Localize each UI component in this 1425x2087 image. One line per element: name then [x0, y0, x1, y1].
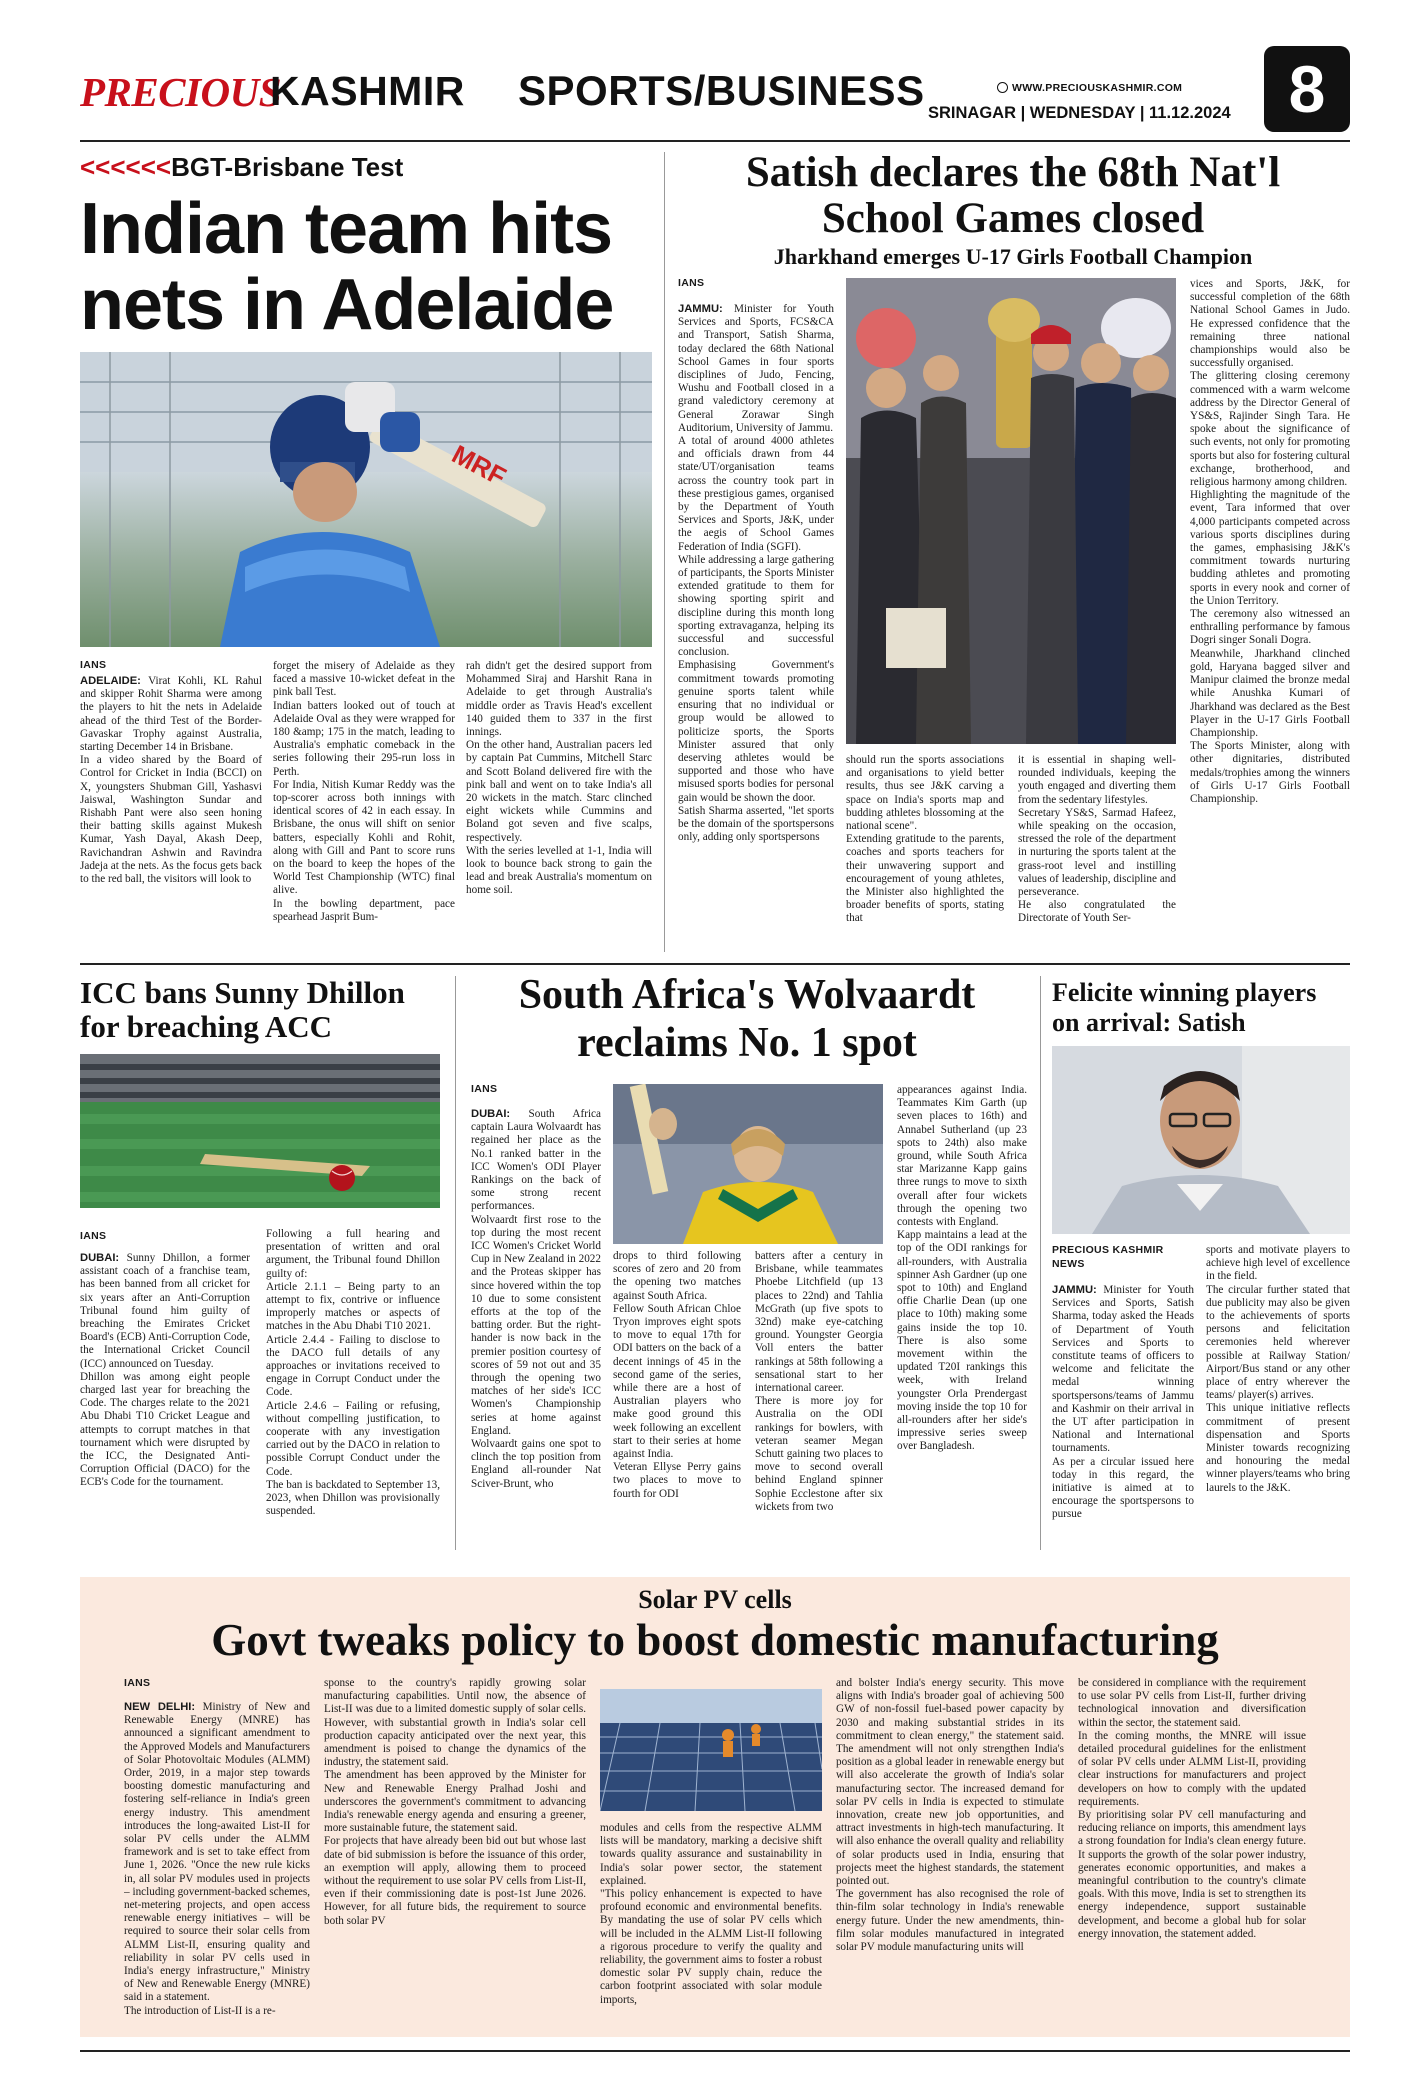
story1-story2-divider: [664, 152, 665, 952]
story6-dateline: NEW DELHI:: [124, 1701, 196, 1713]
story5-headline-line2: on arrival: Satish: [1052, 1008, 1246, 1037]
story6-column-3: modules and cells from the respective ALMM lists will be mandatory, marking a decisive shift towards quality assurance and sustainability in India's solar power sector, the statement explained. "This policy enhancement is expected to have profound economic and environmental benefits. By mandating the use of solar PV cells which will be included in the ALMM List-II following a rigorous procedure to verify the quality and reliability, the government aims to foster a robust domestic solar PV supply chain, reduce the carbon footprint associated with solar module imports,: [600, 1822, 822, 2006]
story1-column-1: [80, 675, 262, 943]
story2-column-3: it is essential in shaping well-rounded individuals, keeping the youth engaged and diverting them from the sedentary lifestyles. Secretary YS&S, Sarmad Hafeez, while speaking on the occasion, stressed the role of the department in nurturing the sports talent at the grass-root level and instilling values of leadership, discipline and perseverance. He also congratulated the Directorate of Youth Ser-: [1018, 754, 1176, 925]
story3-story4-divider: [455, 976, 456, 1550]
story2-column-4: vices and Sports, J&K, for successful completion of the 68th National School Games in Judo. He expressed confidence that the remaining three national championships would also be successfully organised. The glittering closing ceremony commenced with a warm welcome address by the Director General of YS&S, Rajinder Singh Tara. He spoke about the significance of such events, not only for promoting sports but also for fostering cultural exchange, brotherhood, and religious harmony among children. Highlighting the magnitude of the event, Tara informed that over 4,000 participants competed across various sports disciplines during the games, emphasising J&K's commitment towards nurturing budding athletes and promoting sports in every nook and corner of the Union Territory. The ceremony also witnessed an enthralling performance by famous Dogri singer Sonali Dogra. Meanwhile, Jharkhand clinched gold, Haryana bagged silver and Manipur claimed the bronze medal while Anushka Kumari of Jharkhand was declared as the Best Player in the U-17 Girls Football Championship. The Sports Minister, along with other dignitaries, distributed medals/trophies among the winners of Girls U-17 Girls Football Championship.: [1190, 278, 1350, 805]
story2-column-2: should run the sports associations and organisations to yield better results, thus see J&K carving a space on India's sports map and budding athletes blossoming at the national scene". Extending gratitude to the parents, coaches and sports teachers for their unwavering support and encouragement of young athletes, the Minister also highlighted the broader benefits of sports, stating that: [846, 754, 1004, 925]
story1-kicker: [80, 152, 403, 183]
story4-col1-text: South Africa captain Laura Wolvaardt has regained her place as the No.1 ranked batter in the ICC Women's ODI Player Rankings on the back of some strong recent performances. Wolvaardt first rose to the top during the most recent ICC Women's Cricket World Cup in New Zealand in 2022 and the Proteas skipper has since hovered within the top 10 due to some consistent efforts at the top of the batting order. But the right-hander is now back in the premier position courtesy of scores of 59 not out and 35 through the opening two matches of her side's ICC Women's Championship series at home against England. Wolvaardt gains one spot to clinch the top position from England all-rounder Nat Sciver-Brunt, who: [471, 1108, 601, 1490]
story1-kicker-arrows: <<<<<<: [80, 152, 172, 182]
kohli-batting-illustration: [80, 352, 652, 647]
story4-source: IANS: [471, 1083, 498, 1095]
story4-column-4: appearances against India. Teammates Kim Garth (up seven places to 16th) and Annabel Sutherland (up 23 spots to 24th) also make ground, while South Africa star Marizanne Kapp gains three rungs to move to sixth overall after four wickets through the opening two contests with England. Kapp maintains a lead at the top of the ODI rankings for all-rounders, with Australia spinner Ash Gardner (up one spot to 10th) and England offie Charlie Dean (up one place to 10th) making some gains inside the top 10. There is also some movement within the updated T20I rankings this week, with Ireland youngster Orla Prendergast moving inside the top 10 for all-rounders after her side's impressive series sweep over Bangladesh.: [897, 1084, 1027, 1453]
solar-panels-illustration: [600, 1689, 822, 1811]
portrait-illustration: [1052, 1046, 1350, 1234]
story3-source: IANS: [80, 1230, 107, 1242]
story1-dateline: ADELAIDE:: [80, 675, 141, 687]
footer-rule: [80, 2050, 1350, 2052]
story2-source: IANS: [678, 277, 705, 289]
svg-text:MRF: MRF: [447, 438, 512, 492]
satish-sharma-portrait: [1052, 1046, 1350, 1234]
story1-column-3: rah didn't get the desired support from Mohammed Siraj and Harshit Rana in Adelaide to get through Australia's middle order as Travis Head's excellent 140 guided them to 337 in the first innings. On the other hand, Australian pacers led by captain Pat Cummins, Mitchell Starc and Scott Boland delivered fire with the pink ball and went on to take India's all 20 wickets in the match. Starc clinched eight wickets while Cummins and Boland got seven and five scalps, respectively. With the series levelled at 1-1, India will look to bounce back strong to gain the lead and break Australia's momentum on home soil.: [466, 660, 652, 897]
trophy-presentation-photo: [846, 278, 1176, 744]
story1-col1-text: Virat Kohli, KL Rahul and skipper Rohit Sharma were among the players to hit the nets in Adelaide ahead of the third Test of the Border-Gavaskar Trophy against Australia, starting December 14 in Brisbane. In a video shared by the Board of Control for Cricket in India (BCCI) on X, youngsters Shubman Gill, Yashasvi Jaiswal, Washington Sundar and Rishabh Pant were also seen honing their batting skills against Mukesh Kumar, Yash Dayal, Akash Deep, Ravichandran Ashwin and Ravindra Jadeja at the nets. As the focus gets back to the red ball, the visitors will look to: [80, 675, 262, 886]
story4-dateline: DUBAI:: [471, 1108, 511, 1120]
story2-column-1: [678, 303, 834, 951]
story5-headline-line1: Felicite winning players: [1052, 978, 1317, 1007]
brand-name-part1: PRECIOUS: [80, 69, 282, 115]
top-section-divider: [80, 963, 1350, 965]
story4-column-3: batters after a century in Brisbane, while teammates Phoebe Litchfield (up 13 places to 22nd) and Tahlia McGrath (up five spots to 32nd) make eye-catching ground. Youngster Georgia Voll enters the batter rankings at 58th following a sensational start to her international career. There is more joy for Australia on the ODI rankings for bowlers, with veteran seamer Megan Schutt gaining two places to move to second overall behind England spinner Sophie Ecclestone after six wickets from two: [755, 1250, 883, 1513]
story2-headline-line1: Satish declares the 68th Nat'l: [745, 149, 1281, 196]
story2-subhead: Jharkhand emerges U-17 Girls Football Champion: [773, 244, 1253, 269]
story6-col1-text: Ministry of New and Renewable Energy (MNRE) has announced a significant amendment to the Approved Models and Manufacturers of Solar Photovoltaic Modules (ALMM) Order, 2019, in a major step towards boosting domestic manufacturing and fostering self-reliance in India's green energy industry. This amendment introduces the long-awaited List-II for solar PV cells under the ALMM framework and is set to take effect from June 1, 2026. "Once the new rule kicks in, all solar PV modules used in projects – including government-backed schemes, net-metering projects, and open access renewable energy initiatives – will be required to source their solar cells from ALMM List-II, ensuring quality and reliability in solar PV cells used in India's energy infrastructure," Ministry of New and Renewable Energy (MNRE) said in a statement. The introduction of List-II is a re-: [124, 1701, 310, 2017]
wolvaardt-photo: [613, 1084, 883, 1244]
masthead: [0, 0, 1425, 140]
story3-column-2: Following a full hearing and presentation of written and oral argument, the Tribunal found Dhillon guilty of: Article 2.1.1 – Being party to an attempt to fix, contrive or influence improperly matches or aspects of matches in the Abu Dhabi T10 2021. Article 2.4.4 - Failing to disclose to the DACO full details of any approaches or invitations received to engage in Corrupt Conduct under the Code. Article 2.4.6 – Failing or refusing, without compelling justification, to cooperate with any investigation carried out by the DACO in relation to possible Corrupt Conduct under the Code. The ban is backdated to September 13, 2023, when Dhillon was provisionally suspended.: [266, 1228, 440, 1518]
trophy-presentation-illustration: [846, 278, 1176, 744]
dateline: SRINAGAR | WEDNESDAY | 11.12.2024: [928, 104, 1231, 122]
section-title: SPORTS/BUSINESS: [518, 67, 925, 114]
kohli-batting-photo: [80, 352, 652, 647]
story3-headline-line1: ICC bans Sunny Dhillon: [80, 975, 405, 1010]
story4-headline-line2: reclaims No. 1 spot: [577, 1020, 917, 1066]
story6-column-2: sponse to the country's rapidly growing solar manufacturing capabilities. Until now, the absence of List-II was due to a limited domestic supply of solar cells. However, with substantial growth in India's solar cell production capacity anticipated over the next year, this amendment is poised to change the dynamics of the industry, the statement said. The amendment has been approved by the Minister for New and Renewable Energy Pralhad Joshi and underscores the government's commitment to advancing India's renewable energy agenda and ensuring a greener, more sustainable future, the statement said. For projects that have already been bid out but whose last date of bid submission is before the issuance of this order, an exemption will apply, allowing them to proceed without the requirement to use solar PV cells from List-II, even if their commissioning date is post-1st June 2026. However, for all future bids, the requirement to source both solar PV: [324, 1677, 586, 1927]
story3-headline-line2: for breaching ACC: [80, 1009, 333, 1044]
story5-col1-text: Minister for Youth Services and Sports, Satish Sharma, today asked the Heads of Department of Youth Services and Sports to constitute teams of officers to welcome and felicitate the medal winning sportspersons/teams of Jammu and Kashmir on their arrival in the UT after participation in National and International tournaments. As per a circular issued here today in this regard, the initiative is aimed at to encourage the sportspersons to pursue: [1052, 1284, 1194, 1521]
story4-column-1: [471, 1108, 601, 1548]
story1-headline-line1: Indian team hits: [80, 189, 613, 269]
story2-headline-line2: School Games closed: [821, 195, 1205, 242]
story5-source-line1: PRECIOUS KASHMIR: [1052, 1244, 1164, 1256]
story5-source-line2: NEWS: [1052, 1258, 1085, 1270]
story6-column-1: [124, 1701, 310, 2031]
story4-story5-divider: [1040, 976, 1041, 1550]
story3-column-1: [80, 1252, 250, 1548]
story3-dateline: DUBAI:: [80, 1252, 120, 1264]
website-line: [997, 78, 1182, 96]
story6-headline: Govt tweaks policy to boost domestic manufacturing: [211, 1615, 1219, 1665]
story5-column-2: sports and motivate players to achieve high level of excellence in the field. The circular further stated that due publicity may also be given to the achievements of sports persons and felicitation ceremonies held wherever possible at Railway Station/ Airport/Bus stand or any other place of entry wherever the teams/ player(s) arrives. This unique initiative reflects commitment of present dispensation and Sports Minister towards recognizing and honouring the medal winner players/teams who bring laurels to the J&K.: [1206, 1244, 1350, 1494]
masthead-divider: [80, 140, 1350, 142]
cricket-stadium-photo: [80, 1054, 440, 1208]
story5-column-1: [1052, 1284, 1194, 1548]
story5-dateline: JAMMU:: [1052, 1284, 1097, 1296]
story2-dateline: JAMMU:: [678, 303, 723, 315]
wolvaardt-illustration: [613, 1084, 883, 1244]
story6-source: IANS: [124, 1677, 151, 1689]
stadium-ball-illustration: [80, 1054, 440, 1208]
website-url[interactable]: WWW.PRECIOUSKASHMIR.COM: [1012, 82, 1183, 94]
page-number-badge: 8: [1264, 46, 1350, 132]
story6-column-4: and bolster India's energy security. This move aligns with India's broader goal of achieving 500 GW of non-fossil fuel-based power capacity by 2030 and making substantial strides in its commitment to clean energy," the statement said. The amendment will not only strengthen India's position as a global leader in renewable energy but will also accelerate the growth of India's solar manufacturing sector. The increased demand for solar PV cells in India is expected to stimulate innovation, create new job opportunities, and attract investments in high-tech manufacturing. It will also enhance the overall quality and reliability of solar products used in India, ensuring that projects meet the highest standards, the statement pointed out. The government has also recognised the role of thin-film solar technology in India's renewable energy future. Under the new amendments, thin-film solar modules manufactured in integrated solar PV module manufacturing units will: [836, 1677, 1064, 1954]
story2-col1-text: Minister for Youth Services and Sports, FCS&CA and Transport, Satish Sharma, today declared the 68th National School Games in four sports disciplines of Judo, Fencing, Wushu and Football closed in a grand valedictory ceremony at General Zorawar Singh Auditorium, University of Jammu. A total of around 4000 athletes and officials drawn from 44 state/UT/organisation teams across the country took part in these prestigious games, organised by the Department of Youth Services and Sports, J&K, under the aegis of School Games Federation of India (SGFI). While addressing a large gathering of participants, the Sports Minister extended gratitude to them for showing sporting spirit and discipline during this month long sporting extravaganza, helping its successful and successful conclusion. Emphasising Government's commitment towards promoting genuine sports talent while ensuring that no individual or group would be allowed to politicize sports, the Sports Minister assured that only deserving athletes would be supported and those who have misused sports bodies for personal gain would be shown the door. Satish Sharma asserted, "let sports be the domain of the sportspersons only, adding only sportspersons: [678, 303, 834, 844]
brand-name-part2: KASHMIR: [270, 68, 465, 114]
story1-source: IANS: [80, 659, 107, 671]
solar-panels-photo: [600, 1689, 822, 1811]
story4-column-2: drops to third following scores of zero and 20 from the opening two matches against South Africa. Fellow South African Chloe Tryon improves eight spots to move to equal 17th for ODI batters on the back of a decent innings of 45 in the second game of the series, while there are a host of Australian players who make good ground this week following an excellent start to their series at home against India. Veteran Ellyse Perry gains two places to move to fourth for ODI: [613, 1250, 741, 1500]
story6-kicker: Solar PV cells: [638, 1585, 792, 1614]
story3-col1-text: Sunny Dhillon, a former assistant coach of a franchise team, has been banned from all cricket for six years after an Anti-Corruption Tribunal found him guilty of breaching the Emirates Cricket Board's (ECB) Anti-Corruption Code, the International Cricket Council (ICC) announced on Tuesday. Dhillon was among eight people charged last year for breaching the Code. The charges relate to the 2021 Abu Dhabi T10 Cricket League and attempts to corrupt matches in that tournament which were disrupted by the ICC, the Designated Anti-Corruption Official (DACO) for the ECB's Code for the tournament.: [80, 1252, 250, 1489]
globe-icon: [997, 82, 1008, 93]
story1-kicker-text: BGT-Brisbane Test: [171, 152, 404, 182]
story1-headline-line2: nets in Adelaide: [80, 265, 614, 345]
story4-headline-line1: South Africa's Wolvaardt: [518, 972, 976, 1018]
story1-column-2: forget the misery of Adelaide as they faced a massive 10-wicket defeat in the pink ball Test. Indian batters looked out of touch at Adelaide Oval as they were wrapped for 180 &amp; 175 in the match, leading to Australia's emphatic comeback in the series following their 295-run loss in Perth. For India, Nitish Kumar Reddy was the top-scorer across both innings with identical scores of 42 in each essay. In Brisbane, the onus will shift on senior batters, especially Kohli and Rohit, along with Gill and Pant to score runs on the board to keep the hopes of the World Test Championship (WTC) final alive. In the bowling department, pace spearhead Jasprit Bum-: [273, 660, 455, 923]
story6-column-5: be considered in compliance with the requirement to use solar PV cells from List-II, further driving technological innovation and diversification within the sector, the statement said. In the coming months, the MNRE will issue detailed procedural guidelines for the enlistment of solar PV cells under ALMM List-II, providing clear instructions for manufacturers and project developers on how to comply with the updated requirements. By prioritising solar PV cell manufacturing and reducing reliance on imports, this amendment lays a strong foundation for India's clean energy future. It supports the growth of the solar power industry, generates economic opportunities, and makes a meaningful contribution to the country's climate goals. With this move, India is set to strengthen its energy independence, support sustainable development, and become a global hub for solar energy innovation, the statement added.: [1078, 1677, 1306, 1940]
